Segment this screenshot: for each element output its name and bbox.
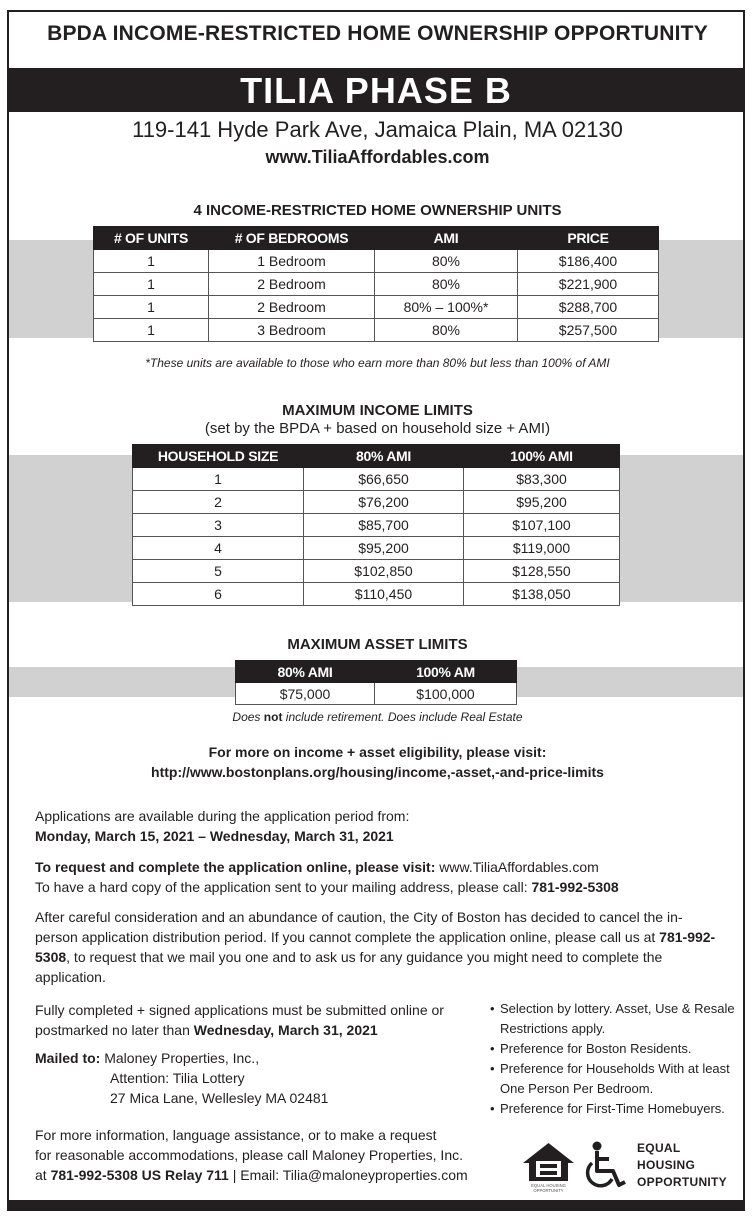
property-address: 119-141 Hyde Park Ave, Jamaica Plain, MA 02130 bbox=[132, 117, 623, 142]
eligibility-info bbox=[0, 742, 755, 782]
cell-ami: 80% – 100%* bbox=[375, 296, 518, 319]
units-footnote: *These units are available to those who earn more than 80% but less than 100% of AMI bbox=[145, 356, 610, 370]
cell-100-ami: $128,550 bbox=[464, 560, 620, 583]
cell-80-ami: $76,200 bbox=[304, 491, 464, 514]
application-period-intro: Applications are available during the application period from: bbox=[35, 808, 410, 824]
column-header: 80% AMI bbox=[304, 445, 464, 468]
cell-household-size: 1 bbox=[133, 468, 304, 491]
svg-text:EQUAL HOUSING: EQUAL HOUSING bbox=[531, 1183, 566, 1188]
cell-household-size: 5 bbox=[133, 560, 304, 583]
list-item: • Preference for First-Time Homebuyers. bbox=[490, 1099, 745, 1119]
cell-80-ami-asset: $75,000 bbox=[236, 683, 375, 705]
equal-housing-house-icon bbox=[521, 1141, 576, 1193]
contact-at: at bbox=[35, 1167, 51, 1183]
cell-80-ami: $66,650 bbox=[304, 468, 464, 491]
mailing-line-3: 27 Mica Lane, Wellesley MA 02481 bbox=[110, 1090, 329, 1106]
asset-section-title: MAXIMUM ASSET LIMITS bbox=[287, 636, 468, 653]
table-row bbox=[133, 514, 620, 537]
cell-bedrooms: 2 Bedroom bbox=[209, 296, 375, 319]
bottom-bar bbox=[7, 1200, 745, 1211]
asset-limits-table bbox=[235, 660, 517, 705]
table-row bbox=[133, 491, 620, 514]
cell-price: $221,900 bbox=[518, 273, 659, 296]
table-header-row bbox=[133, 445, 620, 468]
cell-bedrooms: 3 Bedroom bbox=[209, 319, 375, 342]
cell-units: 1 bbox=[94, 319, 209, 342]
contact-email[interactable]: | Email: Tilia@maloneyproperties.com bbox=[228, 1167, 468, 1183]
asset-note-post: include retirement. Does include Real Estate bbox=[282, 710, 523, 724]
column-header: # OF BEDROOMS bbox=[209, 227, 375, 250]
asset-note-emphasis: not bbox=[263, 710, 283, 724]
lottery-rules-list bbox=[490, 999, 745, 1119]
cell-price: $288,700 bbox=[518, 296, 659, 319]
column-header: 100% AMI bbox=[464, 445, 620, 468]
svg-text:OPPORTUNITY: OPPORTUNITY bbox=[533, 1188, 564, 1193]
project-title: TILIA PHASE B bbox=[9, 68, 743, 112]
cell-100-ami: $119,000 bbox=[464, 537, 620, 560]
table-row bbox=[133, 583, 620, 606]
cancellation-notice bbox=[35, 907, 725, 987]
table-header-row bbox=[94, 227, 659, 250]
cell-household-size: 3 bbox=[133, 514, 304, 537]
units-table bbox=[93, 226, 659, 342]
application-online bbox=[35, 857, 725, 897]
contact-info bbox=[35, 1125, 515, 1185]
cell-price: $186,400 bbox=[518, 250, 659, 273]
table-row bbox=[133, 468, 620, 491]
cell-ami: 80% bbox=[375, 319, 518, 342]
table-row bbox=[94, 296, 659, 319]
list-item: • Preference for Boston Residents. bbox=[490, 1039, 745, 1059]
cell-units: 1 bbox=[94, 273, 209, 296]
cell-100-ami: $83,300 bbox=[464, 468, 620, 491]
column-header: 100% AM bbox=[375, 661, 517, 683]
deadline-date: Wednesday, March 31, 2021 bbox=[193, 1022, 378, 1038]
cell-80-ami: $102,850 bbox=[304, 560, 464, 583]
eho-line-3: OPPORTUNITY bbox=[637, 1175, 727, 1189]
contact-line-1: For more information, language assistance, or to make a request bbox=[35, 1127, 437, 1143]
cell-bedrooms: 2 Bedroom bbox=[209, 273, 375, 296]
cell-units: 1 bbox=[94, 296, 209, 319]
cell-household-size: 2 bbox=[133, 491, 304, 514]
cell-100-ami: $107,100 bbox=[464, 514, 620, 537]
table-header-row bbox=[236, 661, 517, 683]
mailed-to-label: Mailed to: bbox=[35, 1050, 101, 1066]
column-header: # OF UNITS bbox=[94, 227, 209, 250]
application-period bbox=[35, 806, 725, 846]
table-row bbox=[94, 319, 659, 342]
column-header: 80% AMI bbox=[236, 661, 375, 683]
eho-line-2: HOUSING bbox=[637, 1158, 696, 1172]
cell-household-size: 6 bbox=[133, 583, 304, 606]
list-item: • Preference for Households With at least One Person Per Bedroom. bbox=[490, 1059, 745, 1099]
cancellation-phone[interactable]: 781-992-5308 bbox=[35, 929, 716, 965]
income-limits-table bbox=[132, 444, 620, 606]
contact-phone[interactable]: 781-992-5308 US Relay 711 bbox=[50, 1167, 229, 1183]
cancellation-text-1: After careful consideration and an abundance of caution, the City of Boston has decided to cancel the in-person application distribution period. If you cannot complete the application online, please call us at bbox=[35, 909, 683, 945]
wheelchair-accessibility-icon bbox=[583, 1141, 629, 1193]
cell-household-size: 4 bbox=[133, 537, 304, 560]
cell-bedrooms: 1 Bedroom bbox=[209, 250, 375, 273]
table-row bbox=[94, 250, 659, 273]
table-row bbox=[133, 537, 620, 560]
cell-100-ami: $138,050 bbox=[464, 583, 620, 606]
cancellation-text-2: , to request that we mail you one and to ask us for any guidance you might need to complete the application. bbox=[35, 949, 663, 985]
eligibility-link[interactable]: http://www.bostonplans.org/housing/income,-asset,-and-price-limits bbox=[151, 764, 604, 780]
asset-note bbox=[0, 710, 755, 724]
cell-80-ami: $85,700 bbox=[304, 514, 464, 537]
submission-deadline bbox=[35, 1000, 475, 1040]
website-link[interactable]: www.TiliaAffordables.com bbox=[265, 147, 490, 167]
cell-price: $257,500 bbox=[518, 319, 659, 342]
online-application-link[interactable]: www.TiliaAffordables.com bbox=[435, 859, 599, 875]
deadline-text: Fully completed + signed applications must be submitted online or postmarked no later than bbox=[35, 1002, 444, 1038]
mailing-line-1: Maloney Properties, Inc., bbox=[100, 1050, 260, 1066]
cell-80-ami: $110,450 bbox=[304, 583, 464, 606]
mailing-line-2: Attention: Tilia Lottery bbox=[110, 1070, 245, 1086]
eligibility-intro: For more on income + asset eligibility, please visit: bbox=[208, 744, 547, 760]
headline: BPDA INCOME-RESTRICTED HOME OWNERSHIP OPPORTUNITY bbox=[47, 22, 708, 45]
application-period-dates: Monday, March 15, 2021 – Wednesday, March 31, 2021 bbox=[35, 828, 394, 844]
cell-100-ami: $95,200 bbox=[464, 491, 620, 514]
cell-100-ami-asset: $100,000 bbox=[375, 683, 517, 705]
cell-units: 1 bbox=[94, 250, 209, 273]
cell-ami: 80% bbox=[375, 250, 518, 273]
online-instructions: To request and complete the application online, please visit: bbox=[35, 859, 436, 875]
income-section-title: MAXIMUM INCOME LIMITS bbox=[282, 402, 473, 419]
units-section-title: 4 INCOME-RESTRICTED HOME OWNERSHIP UNITS bbox=[193, 202, 562, 219]
column-header: PRICE bbox=[518, 227, 659, 250]
contact-line-2: for reasonable accommodations, please call Maloney Properties, Inc. bbox=[35, 1147, 463, 1163]
equal-housing-opportunity-text bbox=[637, 1140, 727, 1191]
income-section-subtitle: (set by the BPDA + based on household size + AMI) bbox=[204, 420, 551, 437]
column-header: AMI bbox=[375, 227, 518, 250]
cell-ami: 80% bbox=[375, 273, 518, 296]
table-row bbox=[133, 560, 620, 583]
mailing-address bbox=[35, 1048, 328, 1108]
hardcopy-instructions: To have a hard copy of the application sent to your mailing address, please call: bbox=[35, 879, 532, 895]
eho-line-1: EQUAL bbox=[637, 1141, 681, 1155]
list-item: • Selection by lottery. Asset, Use & Resale Restrictions apply. bbox=[490, 999, 745, 1039]
table-row bbox=[236, 683, 517, 705]
table-row bbox=[94, 273, 659, 296]
hardcopy-phone[interactable]: 781-992-5308 bbox=[531, 879, 619, 895]
asset-note-pre: Does bbox=[232, 710, 264, 724]
cell-80-ami: $95,200 bbox=[304, 537, 464, 560]
column-header: HOUSEHOLD SIZE bbox=[133, 445, 304, 468]
